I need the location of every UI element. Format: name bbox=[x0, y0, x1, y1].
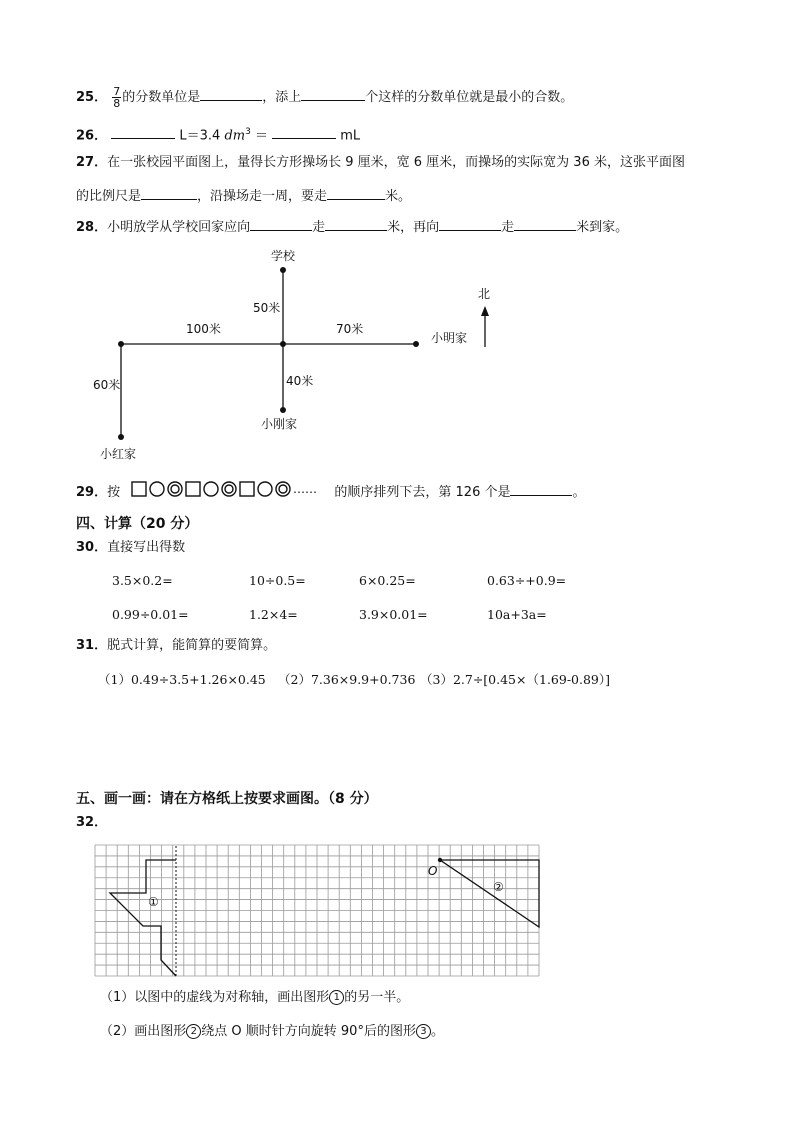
label-xiaohong-home: 小红家 bbox=[100, 447, 137, 461]
label-xiaogang-home: 小刚家 bbox=[261, 417, 298, 431]
label-distance-east: 70米 bbox=[336, 322, 364, 336]
calc-problem-2: （2）7.36×9.9+0.736 bbox=[278, 672, 416, 687]
question-text: 的比例尺是 bbox=[76, 189, 142, 204]
point-o-label: O bbox=[428, 864, 438, 878]
question-32-part-2 bbox=[100, 1022, 444, 1042]
label-distance-west: 100米 bbox=[186, 322, 221, 336]
fraction-numerator: 7 bbox=[113, 85, 121, 98]
question-text: ，添上 bbox=[262, 90, 302, 105]
label-distance-south: 40米 bbox=[286, 374, 314, 388]
question-text: 绕点 O 顺时针方向旋转 90°后的图形 bbox=[201, 1024, 416, 1039]
question-32-part-1 bbox=[100, 988, 409, 1008]
question-number: 26． bbox=[76, 128, 108, 144]
label-distance-school: 50米 bbox=[253, 301, 281, 315]
question-text: 的另一半。 bbox=[344, 990, 410, 1005]
calc-problem-1: （1）0.49÷3.5+1.26×0.45 bbox=[98, 672, 266, 687]
question-text: 按 bbox=[107, 485, 121, 500]
question-number: 27． bbox=[76, 155, 108, 170]
question-text: 米到家。 bbox=[576, 220, 629, 235]
question-text: 小明放学从学校回家应向 bbox=[107, 220, 251, 235]
question-text: （2）画出图形 bbox=[100, 1024, 187, 1039]
question-text: 在一张校园平面图上，量得长方形操场长 9 厘米，宽 6 厘米，而操场的实际宽为 36 米，这张平面图 bbox=[107, 155, 685, 170]
question-text: 走 bbox=[312, 220, 326, 235]
equals-sign: ＝ bbox=[254, 128, 268, 144]
section-title-calculation: 四、计算（20 分） bbox=[76, 516, 199, 532]
label-distance-xiaohong: 60米 bbox=[93, 378, 121, 392]
question-text: 的顺序排列下去，第 126 个是 bbox=[334, 485, 511, 500]
question-text: 。 bbox=[430, 1024, 444, 1039]
question-number: 25． bbox=[76, 90, 108, 105]
question-text: 个这样的分数单位就是最小的合数。 bbox=[365, 90, 574, 105]
calc-item: 6×0.25= bbox=[359, 573, 416, 588]
shape-2-triangle bbox=[440, 860, 539, 927]
question-text: 。 bbox=[572, 485, 586, 500]
calc-item: 0.63÷+0.9= bbox=[487, 573, 567, 588]
section-title-drawing: 五、画一画：请在方格纸上按要求画图。（8 分） bbox=[76, 791, 378, 807]
unit-dm: dm bbox=[224, 128, 246, 144]
question-number: 31． bbox=[76, 638, 108, 653]
shape-1-label: ① bbox=[148, 895, 159, 909]
question-number: 30． bbox=[76, 540, 108, 555]
question-text: 走 bbox=[501, 220, 515, 235]
question-number: 29． bbox=[76, 485, 108, 500]
calc-problem-3: （3）2.7÷[0.45×（1.69-0.89）] bbox=[420, 672, 611, 687]
question-text: mL bbox=[340, 128, 361, 144]
ellipsis: …… bbox=[293, 482, 318, 496]
shape-2-label: ② bbox=[493, 880, 504, 894]
fraction-denominator: 8 bbox=[113, 97, 121, 110]
question-text: 米，再向 bbox=[387, 220, 440, 235]
question-text: L＝3.4 bbox=[179, 128, 221, 144]
unit-exponent: 3 bbox=[245, 127, 251, 137]
question-text: 的分数单位是 bbox=[122, 90, 201, 105]
calc-item: 10a+3a= bbox=[487, 607, 547, 622]
question-text: 脱式计算，能简算的要简算。 bbox=[107, 638, 277, 653]
calc-item: 1.2×4= bbox=[249, 607, 298, 622]
question-text: 米。 bbox=[385, 189, 412, 204]
question-text: （1）以图中的虚线为对称轴，画出图形 bbox=[100, 990, 330, 1005]
question-number: 28． bbox=[76, 220, 108, 235]
question-text: 直接写出得数 bbox=[107, 540, 186, 555]
circled-number-1: 1 bbox=[329, 990, 344, 1005]
calc-item: 0.99÷0.01= bbox=[112, 607, 189, 622]
question-number: 32． bbox=[76, 815, 108, 830]
calc-item: 10÷0.5= bbox=[249, 573, 306, 588]
calc-item: 3.9×0.01= bbox=[359, 607, 428, 622]
label-north: 北 bbox=[478, 287, 491, 301]
circled-number-2: 2 bbox=[186, 1024, 201, 1039]
point-o bbox=[438, 858, 442, 862]
circled-number-3: 3 bbox=[416, 1024, 431, 1039]
label-xiaoming-home: 小明家 bbox=[431, 331, 468, 345]
label-school: 学校 bbox=[271, 249, 296, 263]
calc-item: 3.5×0.2= bbox=[112, 573, 173, 588]
question-text: ，沿操场走一周，要走 bbox=[197, 189, 328, 204]
